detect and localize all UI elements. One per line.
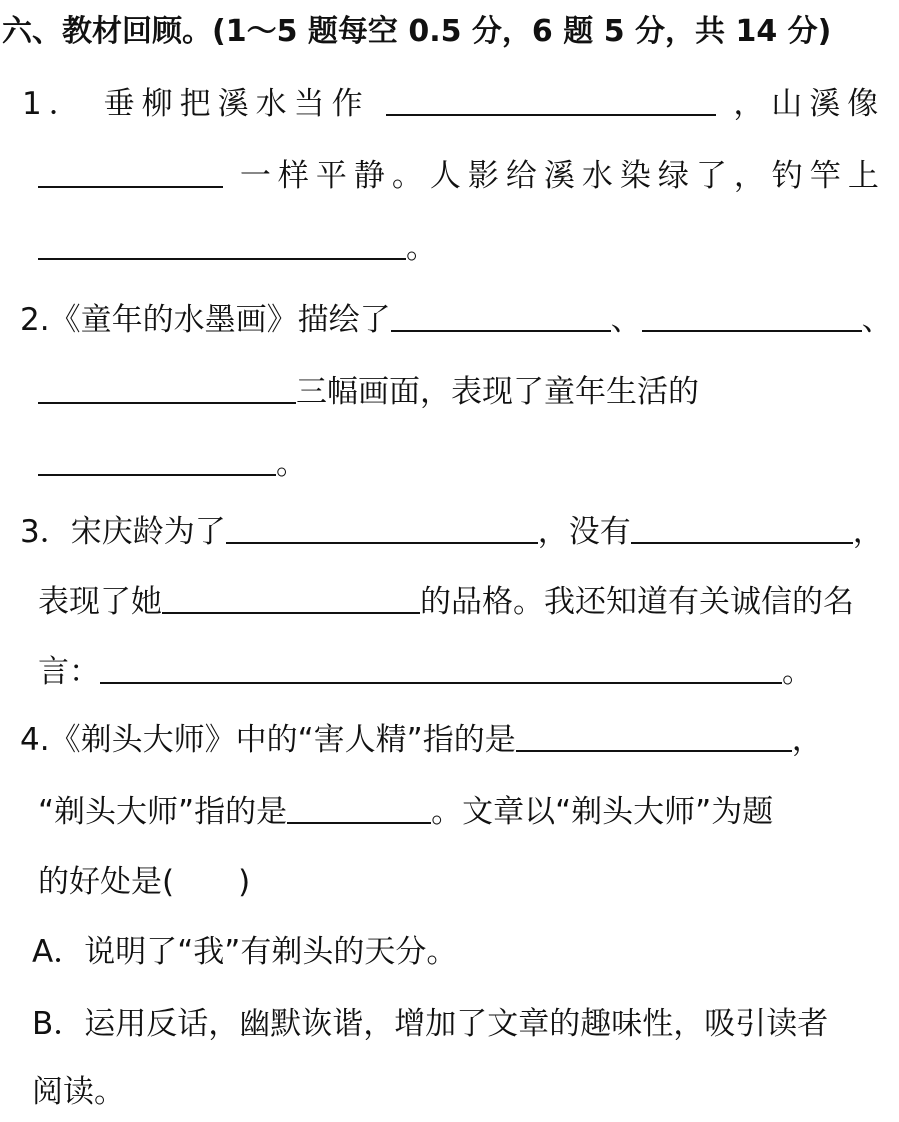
q3-text-f: 言： [38,654,100,690]
q3-blank-4[interactable] [100,654,782,684]
q2-blank-1[interactable] [391,302,611,332]
q3-text-d: 表现了她 [38,584,162,620]
q4-text-b: ， [791,722,823,758]
section-heading-text: 六、教材回顾。(1～5 题每空 0.5 分，6 题 5 分，共 14 分) [2,14,832,49]
q2-text-a: 2.《童年的水墨画》描绘了 [20,302,391,338]
q2-blank-4[interactable] [38,446,276,476]
q3-line-2 [38,582,854,622]
q2-line-1 [20,300,893,340]
q4-blank-1[interactable] [516,722,792,752]
q4-line-2 [38,792,773,832]
q3-blank-3[interactable] [162,584,420,614]
q1-line-3 [38,228,437,268]
q2-sep: 、 [610,302,642,338]
q4-line-1 [20,720,823,760]
q1-blank-3[interactable] [38,230,406,260]
q1-blank-1[interactable] [386,86,716,116]
q3-text-c: ， [852,514,884,550]
q4-text-f: ) [238,864,251,900]
q4-line-3 [38,862,250,902]
q4-text-e: 的好处是( [38,864,175,900]
q3-line-3 [38,652,813,692]
q4-text-a: 4.《剃头大师》中的“害人精”指的是 [20,722,516,758]
q3-text-b: ，没有 [537,514,631,550]
q2-line-3 [38,444,307,484]
q3-line-1 [20,512,884,552]
section-heading [2,12,831,52]
q1-text-b: ，山溪像 [733,86,886,122]
q4-option-a-text: A．说明了“我”有剃头的天分。 [32,934,458,970]
q3-blank-1[interactable] [226,514,538,544]
q4-option-b [32,1004,828,1044]
q1-number: 1． [22,86,87,122]
q3-blank-2[interactable] [631,514,853,544]
q1-line-2 [38,156,886,196]
q1-text-a: 垂柳把溪水当作 [103,86,370,122]
q2-line-2 [38,372,699,412]
q2-end-mark: 。 [276,446,307,482]
q3-text-e: 的品格。我还知道有关诚信的名 [420,584,854,620]
q1-end-mark: 。 [406,230,437,266]
q4-text-d: 。文章以“剃头大师”为题 [431,794,774,830]
q4-option-b-text-2: 阅读。 [32,1074,125,1110]
q2-blank-2[interactable] [642,302,862,332]
q3-text-a: 3．宋庆龄为了 [20,514,226,550]
q3-end-mark: 。 [782,654,813,690]
q1-line-1 [22,84,885,124]
q1-blank-2[interactable] [38,158,223,188]
q2-blank-3[interactable] [38,374,296,404]
q4-option-b-text: B．运用反话，幽默诙谐，增加了文章的趣味性，吸引读者 [32,1006,829,1042]
q4-blank-2[interactable] [287,794,431,824]
q1-text-c: 一样平静。人影给溪水染绿了，钓竿上 [239,158,886,194]
q4-text-c: “剃头大师”指的是 [38,794,288,830]
q2-sep-2: 、 [861,302,893,338]
q2-text-b: 三幅画面，表现了童年生活的 [296,374,699,410]
q4-option-a [32,932,457,972]
q4-option-b-cont [32,1072,125,1112]
